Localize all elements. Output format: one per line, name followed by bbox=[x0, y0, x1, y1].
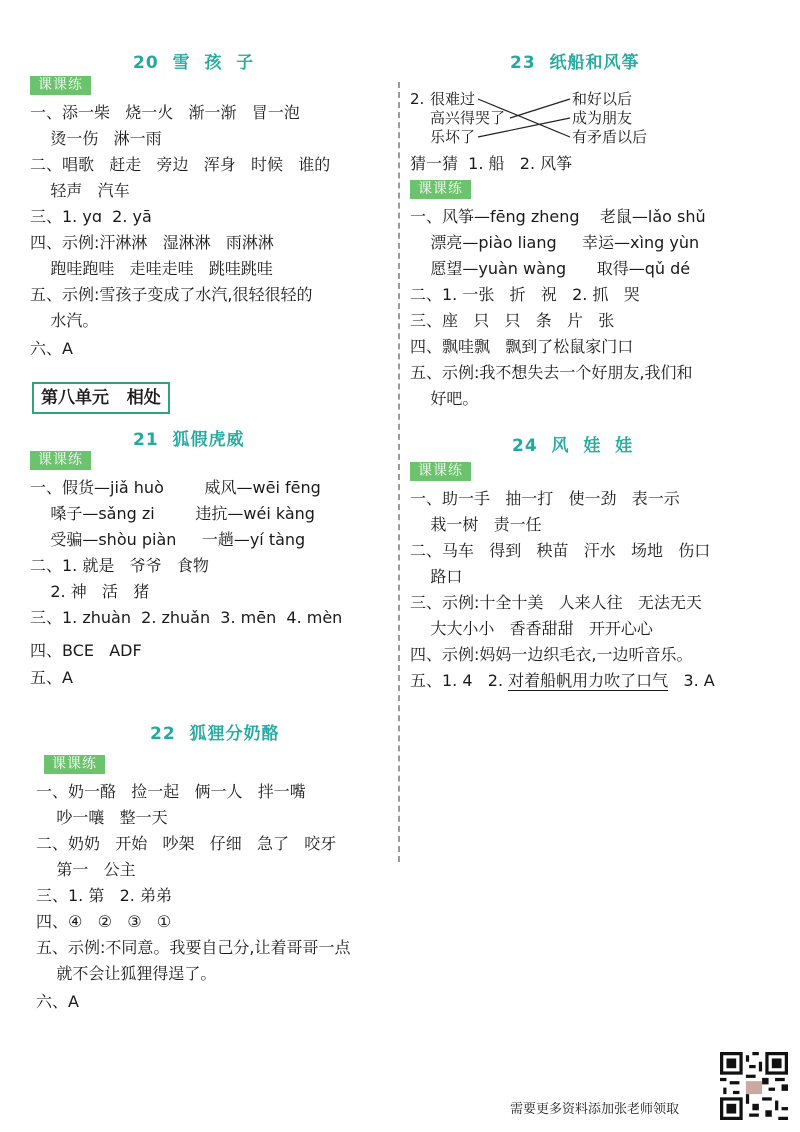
answer-line: 轻声 汽车 bbox=[30, 181, 130, 200]
match-line bbox=[510, 99, 570, 118]
answer-prefix: 五、1. 4 2. bbox=[410, 671, 509, 690]
answer-line: 吵一嚷 整一天 bbox=[36, 808, 168, 827]
answer-line: 二、1. 一张 折 祝 2. 抓 哭 bbox=[410, 285, 640, 304]
unit-heading: 第八单元 相处 bbox=[32, 382, 170, 414]
answer-line: 四、飘哇飘 飘到了松鼠家门口 bbox=[410, 337, 634, 356]
answer-line: 烫一伤 淋一雨 bbox=[30, 129, 162, 148]
lesson-22-badge: 课课练 bbox=[44, 755, 105, 774]
answer-line: 二、奶奶 开始 吵架 仔细 急了 咬牙 bbox=[36, 834, 337, 853]
answer-line: 四、BCE ADF bbox=[30, 641, 142, 660]
answer-line: 四、示例:汗淋淋 湿淋淋 雨淋淋 bbox=[30, 233, 274, 252]
lesson-21-title: 21 狐假虎威 bbox=[133, 430, 245, 450]
answer-line: 一、添一柴 烧一火 渐一渐 冒一泡 bbox=[30, 103, 300, 122]
lesson-22-title: 22 狐狸分奶酪 bbox=[150, 724, 280, 744]
match-left-item: 高兴得哭了 bbox=[430, 109, 506, 127]
match-right-item: 成为朋友 bbox=[572, 109, 633, 127]
answer-line: 水汽。 bbox=[30, 311, 99, 330]
answer-line: 栽一树 责一任 bbox=[410, 515, 542, 534]
lesson-20-title: 20 雪 孩 子 bbox=[133, 53, 255, 73]
answer-line: 愿望—yuàn wàng 取得—qǔ dé bbox=[410, 259, 691, 278]
lesson-23-badge: 课课练 bbox=[410, 180, 471, 199]
lesson-24-title: 24 风 娃 娃 bbox=[512, 436, 634, 456]
qr-code-icon bbox=[720, 1052, 788, 1120]
answer-line: 五、示例:我不想失去一个好朋友,我们和 bbox=[410, 363, 693, 382]
answer-line: 大大小小 香香甜甜 开开心心 bbox=[410, 619, 653, 638]
answer-line: 嗓子—sǎng zi 违抗—wéi kàng bbox=[30, 504, 315, 523]
answer-line: 五、A bbox=[30, 668, 73, 687]
answer-suffix: 3. A bbox=[668, 671, 715, 690]
riddle-answer: 猜一猜 1. 船 2. 风筝 bbox=[410, 154, 573, 173]
answer-line: 2. 神 活 猪 bbox=[30, 582, 150, 601]
matching-lines bbox=[0, 0, 800, 200]
answer-line: 一、风筝—fēng zheng 老鼠—lǎo shǔ bbox=[410, 207, 706, 226]
answer-line: 二、1. 就是 爷爷 食物 bbox=[30, 556, 209, 575]
answer-line: 六、A bbox=[30, 339, 73, 358]
lesson-20-badge: 课课练 bbox=[30, 76, 91, 95]
answer-line: 二、马车 得到 秧苗 汗水 场地 伤口 bbox=[410, 541, 711, 560]
answer-line: 三、1. 第 2. 弟弟 bbox=[36, 886, 172, 905]
answer-line: 漂亮—piào liang 幸运—xìng yùn bbox=[410, 233, 700, 252]
answer-line: 一、助一手 抽一打 使一劲 表一示 bbox=[410, 489, 680, 508]
answer-line: 三、座 只 只 条 片 张 bbox=[410, 311, 615, 330]
answer-line-last bbox=[410, 671, 715, 691]
match-line bbox=[478, 99, 570, 137]
answer-line: 受骗—shòu piàn 一趟—yí tàng bbox=[30, 530, 306, 549]
answer-line: 三、示例:十全十美 人来人往 无法无天 bbox=[410, 593, 702, 612]
lesson-21-badge: 课课练 bbox=[30, 451, 91, 470]
answer-line: 五、示例:雪孩子变成了水汽,很轻很轻的 bbox=[30, 285, 313, 304]
answer-line: 一、奶一酪 捡一起 俩一人 拌一嘴 bbox=[36, 782, 306, 801]
answer-line: 四、④ ② ③ ① bbox=[36, 912, 172, 931]
answer-line: 六、A bbox=[36, 992, 79, 1011]
answer-line: 五、示例:不同意。我要自己分,让着哥哥一点 bbox=[36, 938, 351, 957]
match-right-item: 和好以后 bbox=[572, 90, 633, 108]
answer-line: 就不会让狐狸得逞了。 bbox=[36, 964, 217, 983]
answer-line: 四、示例:妈妈一边织毛衣,一边听音乐。 bbox=[410, 645, 693, 664]
answer-line: 好吧。 bbox=[410, 389, 479, 408]
answer-line: 二、唱歌 赶走 旁边 浑身 时候 谁的 bbox=[30, 155, 331, 174]
answer-line: 第一 公主 bbox=[36, 860, 136, 879]
match-left-item: 很难过 bbox=[430, 90, 476, 108]
lesson-23-title: 23 纸船和风筝 bbox=[510, 53, 640, 73]
answer-line: 一、假货—jiǎ huò 威风—wēi fēng bbox=[30, 478, 321, 497]
answer-line: 三、1. yɑ 2. yā bbox=[30, 207, 152, 226]
answer-line: 跑哇跑哇 走哇走哇 跳哇跳哇 bbox=[30, 259, 273, 278]
matching-label: 2. bbox=[410, 90, 425, 108]
underlined-answer: 对着船帆用力吹了口气 bbox=[508, 671, 669, 690]
match-right-item: 有矛盾以后 bbox=[572, 128, 648, 146]
answer-line: 三、1. zhuàn 2. zhuǎn 3. mēn 4. mèn bbox=[30, 608, 343, 627]
answer-line: 路口 bbox=[410, 567, 463, 586]
footer-note: 需要更多资料添加张老师领取 bbox=[510, 1102, 680, 1117]
match-left-item: 乐坏了 bbox=[430, 128, 476, 146]
match-line bbox=[478, 118, 570, 137]
lesson-24-badge: 课课练 bbox=[410, 462, 471, 481]
